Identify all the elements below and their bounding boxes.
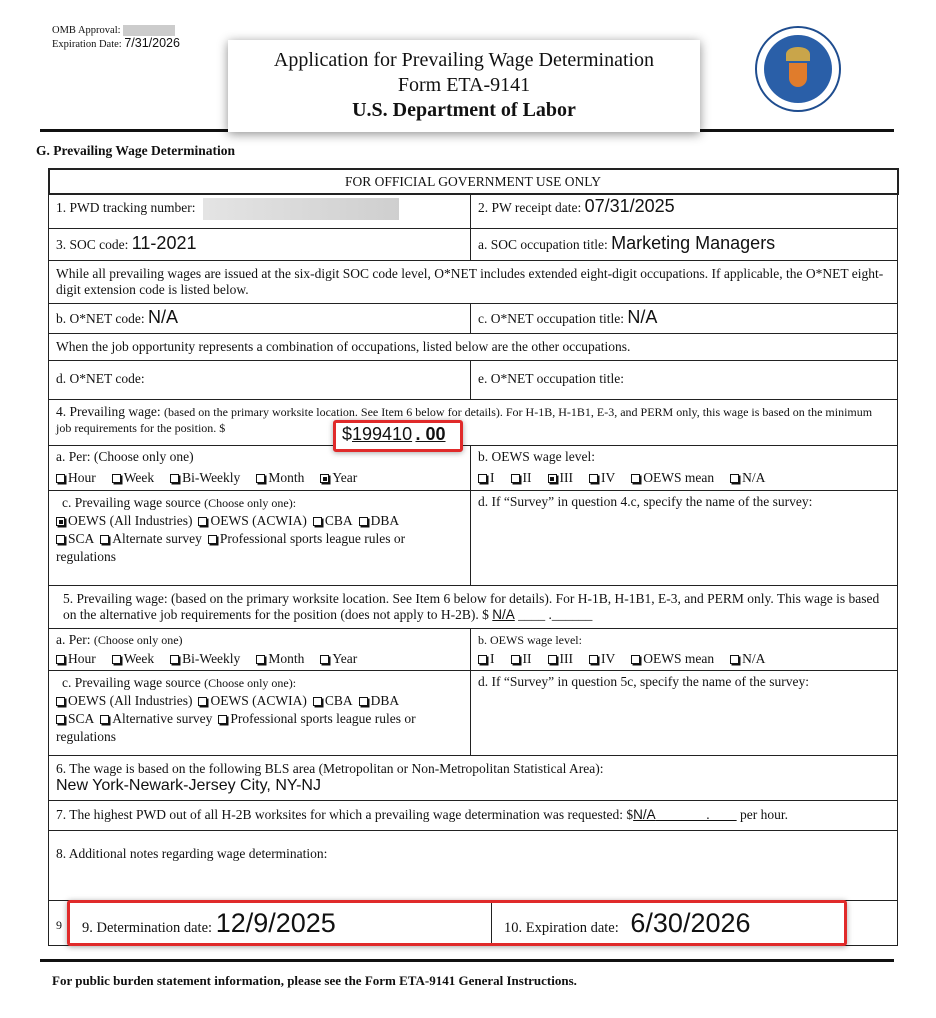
checkbox-option[interactable] xyxy=(56,693,192,708)
checkbox-option[interactable] xyxy=(56,531,94,546)
checkbox-option[interactable] xyxy=(256,470,304,485)
other-onet-title-label: e. O*NET occupation title: xyxy=(478,371,624,386)
redacted-tracking-number xyxy=(203,198,399,220)
checkbox-label: Year xyxy=(332,651,358,666)
source-label: c. Prevailing wage source xyxy=(62,675,201,690)
item4-label: 4. Prevailing wage: xyxy=(56,404,161,419)
checkbox-icon[interactable] xyxy=(359,697,368,706)
checkbox-label: I xyxy=(490,651,495,666)
determination-date-label: 9. Determination date: xyxy=(82,920,213,936)
checkbox-label: III xyxy=(559,651,573,666)
bls-area: New York-Newark-Jersey City, NY-NJ xyxy=(56,777,321,794)
checkbox-label: OEWS (All Industries) xyxy=(68,513,193,528)
checkbox-label: II xyxy=(522,470,532,485)
footer-divider xyxy=(40,959,894,962)
checkbox-option[interactable] xyxy=(56,513,192,528)
per-hour: per hour. xyxy=(740,807,789,822)
checkbox-option[interactable] xyxy=(313,513,353,528)
label: 1. PWD tracking number: xyxy=(56,200,196,216)
item4-note: (based on the primary worksite location. See Item 6 below for details). For H-1B, H-1B1, E-3, and PERM only, this wage is based on the minimum job requirements for the position. $ xyxy=(56,405,873,435)
checkbox-icon[interactable] xyxy=(256,655,265,664)
pwd-table: FOR OFFICIAL GOVERNMENT USE ONLY 1. PWD tracking number: 2. PW receipt date: 07/31/2025 3. SOC code: 11-2021 a. SOC occupation title: Marketing Managers While all prevailing wages are issued at the six-digit SOC code level, O*NET includes extended eight-digit occupations. If applicable, the O*NET eight-digit extension code is listed below. b. O*NET code: N/A c. O*NET occupation title: N/A When the job opportunity represents a combination of occupations, listed below are the other occupations. d. O*NET code: e. O*NET occupation title: 4. Prevailing wage: (based on the primary worksite location. See Item 6 below for details). For H-1B, H-1B1, E-3, and PERM only, this wage is based on the minimum job requirements for the position. $ $199410 . 00 a. Per: (Choose only one) Hour Week Bi-Weekly Month Year b. OEWS wage level: I II III IV OEWS mean N/A c. Prevailing wage source (Choose only one): OEWS (All Industries) OEWS (ACWIA) CBA DBA SCA Alternate survey Professional sports league rules or regulations d. If “Survey” in question 4.c, specify the name of the survey: 5. Prevailing wage: (based on the primary worksite location. See Item 6 below for details). For H-1B, H-1B1, E-3, and PERM only. This wage is based on the alternative job requirements for the position (does not apply to H-2B). $ N/A ____ .______ a. Per: (Choose only one) Hour Week Bi-Weekly Month Year b. OEWS wage level: I II III IV OEWS mean N/A c. Prevailing wage source (Choose only one): OEWS (All Industries) OEWS (ACWIA) CBA DBA SCA Alternative survey Professional sports league rules or regulations d. If “Survey” in question 5c, specify the name of the survey: 6. The wage is based on the following BLS area (Metropolitan or Non-Metropolitan Statistical Area): New York-Newark-Jersey City, NY-NJ 7. The highest PWD out of all H-2B worksites for which a prevailing wage determination was requested: $N/A . per hour. 8. Additional notes regarding wage determination: 9 xyxy=(48,168,898,946)
checked-box-icon[interactable] xyxy=(56,517,65,526)
other-onet-code-label: d. O*NET code: xyxy=(49,361,471,399)
checkbox-label: SCA xyxy=(68,711,95,726)
checkbox-label: Bi-Weekly xyxy=(182,651,241,666)
checkbox-option[interactable] xyxy=(730,651,765,666)
label: b. O*NET code: xyxy=(56,311,145,326)
checkbox-label: III xyxy=(559,470,573,485)
checkbox-label: Year xyxy=(332,470,358,485)
onet-title: N/A xyxy=(627,307,658,327)
onet-code: N/A xyxy=(147,307,178,327)
checkbox-label: Professional sports league rules or regulations xyxy=(56,711,416,744)
checkbox-icon[interactable] xyxy=(359,517,368,526)
item7-value: N/A xyxy=(633,807,656,822)
department-name: U.S. Department of Labor xyxy=(352,99,576,121)
checkbox-icon[interactable] xyxy=(100,535,109,544)
checkbox-option[interactable] xyxy=(631,470,714,485)
level-label: b. OEWS wage level: xyxy=(478,633,582,647)
pwd-tracking-cell xyxy=(49,195,471,228)
expiration-date-label: 10. Expiration date: xyxy=(504,920,619,936)
checkbox-icon[interactable] xyxy=(320,655,329,664)
checkbox-label: IV xyxy=(601,470,616,485)
checkbox-label: OEWS (All Industries) xyxy=(68,693,193,708)
checkbox-option[interactable] xyxy=(112,470,154,485)
checkbox-option[interactable] xyxy=(100,531,202,546)
expiration-label: Expiration Date: xyxy=(52,39,122,50)
checkbox-icon[interactable] xyxy=(218,715,227,724)
checkbox-option[interactable] xyxy=(198,693,306,708)
checkbox-label: N/A xyxy=(742,651,766,666)
checkbox-label: DBA xyxy=(370,693,400,708)
checkbox-option[interactable] xyxy=(548,651,574,666)
checkbox-icon[interactable] xyxy=(198,517,207,526)
checkbox-icon[interactable] xyxy=(511,474,520,483)
checkbox-label: DBA xyxy=(370,513,400,528)
checkbox-icon[interactable] xyxy=(478,474,487,483)
official-use-header: FOR OFFICIAL GOVERNMENT USE ONLY xyxy=(48,168,899,195)
checkbox-icon[interactable] xyxy=(478,655,487,664)
omb-approval-label: OMB Approval: xyxy=(52,25,121,36)
checkbox-icon[interactable] xyxy=(56,715,65,724)
checkbox-icon[interactable] xyxy=(256,474,265,483)
checkbox-option[interactable] xyxy=(359,693,400,708)
label: 3. SOC code: xyxy=(56,237,129,252)
checkbox-option[interactable] xyxy=(478,470,495,485)
wage-highlight xyxy=(333,420,463,452)
checkbox-label: CBA xyxy=(324,693,353,708)
checkbox-option[interactable] xyxy=(548,470,574,485)
checkbox-icon[interactable] xyxy=(548,655,557,664)
dates-highlight xyxy=(67,900,847,946)
checkbox-icon[interactable] xyxy=(198,697,207,706)
checkbox-option[interactable] xyxy=(359,513,400,528)
checkbox-option[interactable] xyxy=(589,651,615,666)
pw-receipt-date: 07/31/2025 xyxy=(584,196,675,216)
dol-seal-logo xyxy=(755,26,841,112)
source-label: c. Prevailing wage source xyxy=(62,495,201,510)
determination-date: 12/9/2025 xyxy=(215,908,336,938)
checkbox-option[interactable] xyxy=(511,651,532,666)
checkbox-icon[interactable] xyxy=(56,474,65,483)
checkbox-label: Week xyxy=(123,470,155,485)
checkbox-option[interactable] xyxy=(56,651,96,666)
checkbox-icon[interactable] xyxy=(730,474,739,483)
checked-box-icon[interactable] xyxy=(548,474,557,483)
checkbox-option[interactable] xyxy=(256,651,304,666)
checkbox-label: Professional sports league rules or regulations xyxy=(56,531,406,564)
checkbox-label: Week xyxy=(123,651,155,666)
checkbox-label: II xyxy=(522,651,532,666)
item6-label: 6. The wage is based on the following BLS area (Metropolitan or Non-Metropolitan Statistical Area): xyxy=(56,761,604,776)
checkbox-label: OEWS mean xyxy=(643,470,715,485)
checkbox-option[interactable] xyxy=(320,651,357,666)
checkbox-label: I xyxy=(490,470,495,485)
item8-label: 8. Additional notes regarding wage determination: xyxy=(56,846,328,861)
prevailing-wage-cents: . 00 xyxy=(415,424,446,444)
checkbox-icon[interactable] xyxy=(631,655,640,664)
checkbox-option[interactable] xyxy=(170,470,240,485)
combination-note: When the job opportunity represents a combination of occupations, listed below are the other occupations. xyxy=(56,339,631,354)
checkbox-label: Alternative survey xyxy=(112,711,213,726)
checkbox-option[interactable] xyxy=(56,470,96,485)
label: a. SOC occupation title: xyxy=(478,237,608,252)
checkbox-option[interactable] xyxy=(320,470,357,485)
checkbox-label: Month xyxy=(268,651,305,666)
checkbox-label: Alternate survey xyxy=(112,531,202,546)
checkbox-icon[interactable] xyxy=(56,697,65,706)
checkbox-icon[interactable] xyxy=(56,535,65,544)
checkbox-option[interactable] xyxy=(313,693,353,708)
form-title xyxy=(228,40,700,132)
checkbox-icon[interactable] xyxy=(313,517,322,526)
onet-note: While all prevailing wages are issued at the six-digit SOC code level, O*NET includes extended eight-digit occupations. If applicable, the O*NET eight-digit extension code is listed below. xyxy=(56,266,884,297)
checkbox-option[interactable] xyxy=(631,651,714,666)
label: 2. PW receipt date: xyxy=(478,200,582,215)
checkbox-icon[interactable] xyxy=(112,474,121,483)
source-hint: (Choose only one): xyxy=(204,496,297,510)
item5-wage: N/A xyxy=(492,607,515,622)
redacted-omb-number xyxy=(123,25,175,36)
checkbox-option[interactable] xyxy=(511,470,532,485)
label: c. O*NET occupation title: xyxy=(478,311,624,326)
checkbox-option[interactable] xyxy=(730,470,765,485)
checkbox-label: OEWS (ACWIA) xyxy=(210,693,307,708)
item9-stub: 9 xyxy=(56,918,62,932)
checkbox-label: IV xyxy=(601,651,616,666)
per-label: a. Per: (Choose only one) xyxy=(56,449,194,464)
checkbox-icon[interactable] xyxy=(589,655,598,664)
checkbox-label: Hour xyxy=(68,470,96,485)
checkbox-icon[interactable] xyxy=(170,655,179,664)
checkbox-icon[interactable] xyxy=(100,715,109,724)
form-number: Form ETA-9141 xyxy=(397,74,531,96)
soc-title: Marketing Managers xyxy=(611,233,776,253)
checkbox-label: OEWS (ACWIA) xyxy=(210,513,307,528)
per-hint: (Choose only one) xyxy=(93,633,183,647)
soc-code: 11-2021 xyxy=(131,233,197,253)
checkbox-icon[interactable] xyxy=(112,655,121,664)
checkbox-option[interactable] xyxy=(478,651,495,666)
survey-label: d. If “Survey” in question 5c, specify the name of the survey: xyxy=(478,674,810,689)
expiration-value: 7/31/2026 xyxy=(124,36,180,50)
checkbox-icon[interactable] xyxy=(511,655,520,664)
checkbox-icon[interactable] xyxy=(208,535,217,544)
pw-receipt-cell xyxy=(471,195,897,228)
checkbox-label: N/A xyxy=(742,470,766,485)
level-label: b. OEWS wage level: xyxy=(478,449,595,464)
checkbox-label: Hour xyxy=(68,651,96,666)
checkbox-option[interactable] xyxy=(100,711,212,726)
checkbox-label: Bi-Weekly xyxy=(182,470,241,485)
checkbox-icon[interactable] xyxy=(56,655,65,664)
footer-note: For public burden statement information, please see the Form ETA-9141 General Instructions. xyxy=(52,973,577,988)
prevailing-wage-amount: 199410 xyxy=(352,424,413,444)
checkbox-option[interactable] xyxy=(198,513,306,528)
survey-label: d. If “Survey” in question 4.c, specify the name of the survey: xyxy=(478,494,813,509)
omb-info xyxy=(52,24,180,51)
checked-box-icon[interactable] xyxy=(320,474,329,483)
checkbox-icon[interactable] xyxy=(170,474,179,483)
checkbox-option[interactable] xyxy=(112,651,154,666)
checkbox-icon[interactable] xyxy=(313,697,322,706)
checkbox-icon[interactable] xyxy=(730,655,739,664)
title-line: Application for Prevailing Wage Determination xyxy=(273,49,655,71)
checkbox-option[interactable] xyxy=(56,711,94,726)
checkbox-icon[interactable] xyxy=(589,474,598,483)
per-label: a. Per: xyxy=(56,632,91,647)
checkbox-option[interactable] xyxy=(589,470,615,485)
expiration-date: 6/30/2026 xyxy=(630,908,751,938)
checkbox-option[interactable] xyxy=(170,651,240,666)
section-title: G. Prevailing Wage Determination xyxy=(36,143,235,158)
checkbox-label: Month xyxy=(268,470,305,485)
item5-text: 5. Prevailing wage: (based on the primary worksite location. See Item 6 below for details). For H-1B, H-1B1, E-3, and PERM only. This wage is based on the alternative job requirements for the position (does not apply to H-2B). $ xyxy=(63,591,880,622)
checkbox-label: OEWS mean xyxy=(643,651,715,666)
source-hint: (Choose only one): xyxy=(204,676,297,690)
dollar-sign: $ xyxy=(342,424,353,444)
checkbox-label: SCA xyxy=(68,531,95,546)
item7-label: 7. The highest PWD out of all H-2B worksites for which a prevailing wage determination was requested: $ xyxy=(56,807,634,822)
checkbox-label: CBA xyxy=(324,513,353,528)
checkbox-icon[interactable] xyxy=(631,474,640,483)
